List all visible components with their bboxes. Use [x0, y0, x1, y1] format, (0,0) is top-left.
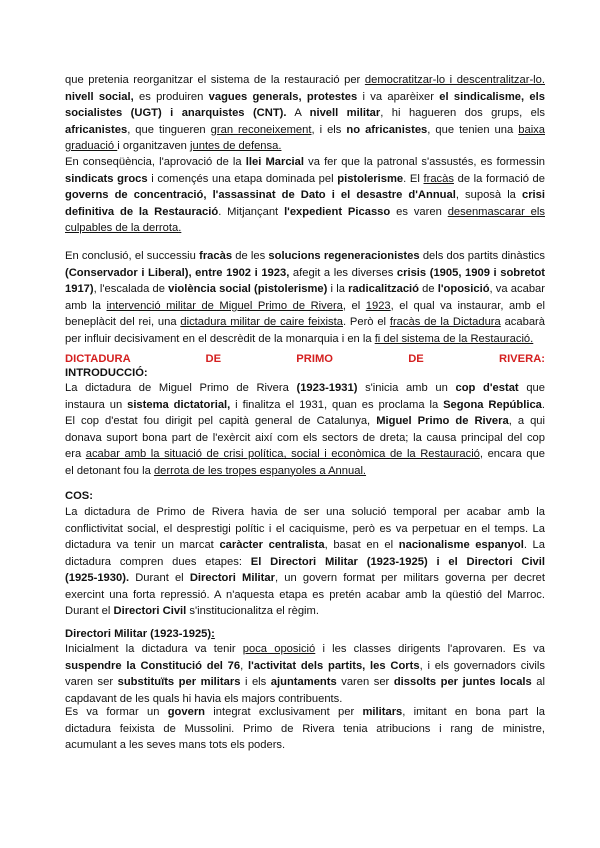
paragraph-social-military — [65, 72, 545, 155]
text-line: Inicialment la dictadura va tenir poca oposició i les classes dirigents l'aprovaren. Es va — [65, 643, 545, 655]
text-line: conflictivitat social, el desprestigi polític i el caciquisme, però es va perpetuar en el temps. La — [65, 522, 545, 535]
text-line: per influir decisivament en el descrèdit de la monarquia i en la fi del sistema de la Restauració. — [65, 332, 534, 345]
text-line: (1925-1930). Durant el Directori Militar, un govern format per militars governa per decret — [65, 572, 545, 584]
paragraph-directori-militar — [65, 641, 545, 707]
text-line: 1917), l'escalada de violència social (pistolerisme) i la radicalització de l'oposició, va acabar — [65, 283, 545, 295]
paragraph-consequences — [65, 154, 545, 237]
text-line: dictadura compren dues etapes: El Directori Militar (1923-1925) i el Directori Civil — [65, 555, 545, 568]
text-line: beneplàcit del rei, una dictadura militar de caire feixista. Però el fracàs de la Dictadura acabarà — [65, 316, 545, 328]
text-line: dictadura va tenir un marcat caràcter centralista, basat en el nacionalisme espanyol. La — [65, 539, 545, 551]
text-line: En conclusió, el successiu fracàs de les solucions regeneracionistes dels dos partits dinàstics — [65, 250, 545, 262]
text-line: La dictadura de Miguel Primo de Rivera (1923-1931) s'inicia amb un cop d'estat que — [65, 382, 545, 394]
paragraph-govern — [65, 704, 545, 754]
text-line: dictadura feixista de Mussolini. Primo de Rivera tenia atribucions i rang de ministre, — [65, 722, 545, 735]
text-line: Es va formar un govern integrat exclusivament per militars, imitant en bona part la — [65, 706, 545, 718]
text-line: En conseqüència, l'aprovació de la llei Marcial va fer que la patronal s'assustés, es formessin — [65, 156, 545, 168]
paragraph-introduction — [65, 380, 545, 479]
text-line: amb la intervenció militar de Miguel Primo de Rivera, el 1923, el qual va instaurar, amb el — [65, 299, 545, 312]
text-line: que pretenia reorganitzar el sistema de la restauració per democratitzar-lo i descentralitzar-lo. — [65, 74, 545, 86]
text-line: culpables de la derrota. — [65, 222, 182, 234]
text-line: El cop d'estat fou dirigit pel capità general de Catalunya, Miguel Primo de Rivera, a qui — [65, 415, 545, 427]
text-line: La dictadura de Primo de Rivera havia de ser una solució temporal per acabar amb la — [65, 506, 545, 518]
text-line: africanistes, que tingueren gran reconeixement, i els no africanistes, que tenien una baixa — [65, 123, 545, 136]
text-line: era acabar amb la situació de crisi política, social i econòmica de la Restauració, encara que — [65, 448, 545, 460]
text-line: nivell social, es produiren vagues generals, protestes i va aparèixer el sindicalisme, els — [65, 90, 545, 103]
text-line: socialistes (UGT) i anarquistes (CNT). A nivell militar, hi hagueren dos grups, els — [65, 107, 545, 119]
text-line: (Conservador i Liberal), entre 1902 i 1923, afegit a les diverses crisis (1905, 1909 i sobretot — [65, 266, 545, 279]
text-line: el detonant fou la derrota de les tropes espanyoles a Annual. — [65, 464, 367, 477]
text-line: donava suport bona part de l'exèrcit així com els sectors de dreta; la causa principal del cop — [65, 431, 545, 444]
text-line: graduació i organitzaven juntes de defensa. — [65, 140, 282, 152]
text-line: governs de concentració, l'assassinat de Dato i el desastre d'Annual, suposà la crisi — [65, 189, 545, 201]
text-line: sindicats grocs i començés una etapa dominada pel pistolerisme. El fracàs de la formació de — [65, 172, 545, 185]
text-line: acumulant a les seves mans tots els poders. — [65, 739, 286, 751]
text-line: varen ser substituïts per militars i els ajuntaments varen ser dissolts per juntes locals al — [65, 676, 545, 688]
text-line: Durant el Directori Civil s'institucionalitza el règim. — [65, 605, 319, 617]
paragraph-cos — [65, 504, 545, 620]
heading-introduccio: INTRODUCCIÓ: — [65, 367, 148, 379]
section-title-dictadura: DICTADURA DE PRIMO DE RIVERA: — [65, 353, 545, 365]
heading-directori-militar: Directori Militar (1923-1925): — [65, 628, 215, 640]
text-line: capdavant de les quals hi havia els majors contribuents. — [65, 692, 343, 705]
paragraph-conclusion — [65, 248, 545, 347]
text-line: definitiva de la Restauració. Mitjançant l'expedient Picasso es varen desenmascarar els — [65, 205, 545, 218]
text-line: exercint una forta repressió. A n'aquesta etapa es pretén acabar amb la qüestió del Marroc. — [65, 588, 545, 601]
text-line: instaura un sistema dictatorial, i finalitza el 1931, quan es proclama la Segona República. — [65, 398, 545, 411]
text-line: suspendre la Constitució del 76, l'activitat dels partits, les Corts, i els governadors civils — [65, 659, 545, 672]
heading-cos: COS: — [65, 490, 93, 502]
